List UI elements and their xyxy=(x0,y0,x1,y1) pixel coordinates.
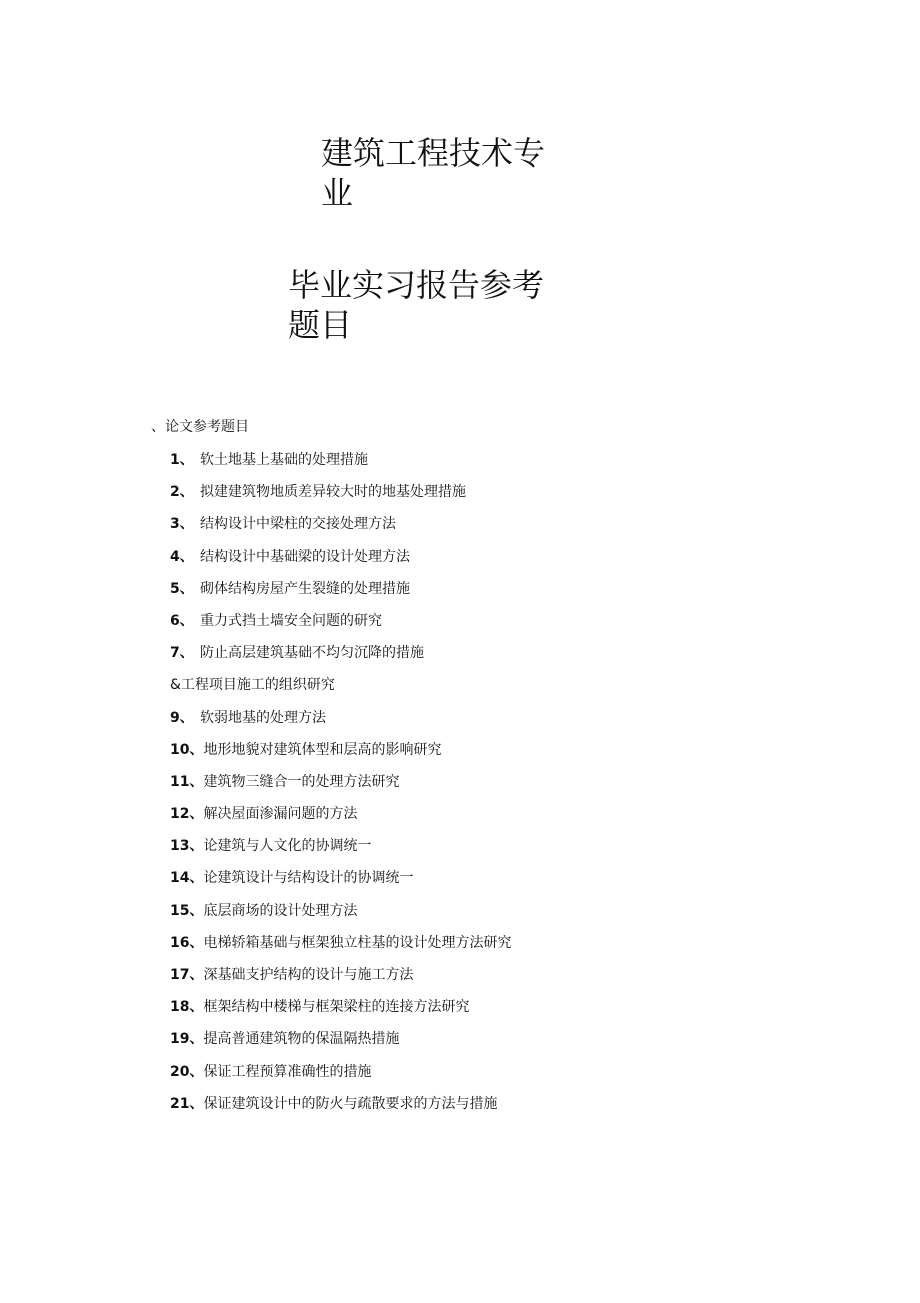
topic-number: 6、 xyxy=(170,612,194,629)
topic-text: 防止高层建筑基础不均匀沉降的措施 xyxy=(200,645,424,662)
major-title-line-2: 业 xyxy=(321,174,354,212)
list-item xyxy=(170,931,511,963)
topic-text: &工程项目施工的组织研究 xyxy=(170,677,335,694)
major-title xyxy=(321,133,545,213)
topic-number: 14、 xyxy=(170,870,204,887)
topic-number: 18、 xyxy=(170,999,204,1016)
list-item xyxy=(170,802,511,834)
topic-text: 地形地貌对建筑体型和层高的影响研究 xyxy=(203,741,442,758)
major-title-line-1: 建筑工程技术专 xyxy=(321,134,546,172)
topic-text: 保证建筑设计中的防火与疏散要求的方法与措施 xyxy=(203,1095,498,1112)
topic-number: 16、 xyxy=(170,934,204,951)
topic-text: 论建筑设计与结构设计的协调统一 xyxy=(203,870,414,887)
list-item xyxy=(170,770,511,802)
topic-number: 21、 xyxy=(170,1095,204,1112)
topic-text: 砌体结构房屋产生裂缝的处理措施 xyxy=(200,580,410,597)
section-heading: 、论文参考题目 xyxy=(151,419,249,435)
topic-text: 拟建建筑物地质差异较大时的地基处理措施 xyxy=(200,484,466,501)
topic-number: 3、 xyxy=(170,516,194,533)
topic-text: 保证工程预算准确性的措施 xyxy=(203,1063,372,1080)
list-item xyxy=(170,577,511,609)
list-item xyxy=(170,641,511,673)
list-item xyxy=(170,963,511,995)
list-item xyxy=(170,512,511,544)
topic-number: 4、 xyxy=(170,548,194,565)
topic-number: 5、 xyxy=(170,580,194,597)
list-item xyxy=(170,673,511,705)
topic-text: 解决屋面渗漏问题的方法 xyxy=(203,806,358,823)
topic-text: 建筑物三缝合一的处理方法研究 xyxy=(203,773,400,790)
topic-text: 提高普通建筑物的保温隔热措施 xyxy=(203,1031,400,1048)
list-item xyxy=(170,706,511,738)
topic-text: 软土地基上基础的处理措施 xyxy=(200,452,368,468)
list-item xyxy=(170,609,511,641)
list-item xyxy=(170,866,511,898)
topic-number: 11、 xyxy=(170,773,204,790)
topic-number: 12、 xyxy=(170,806,204,823)
topic-text: 论建筑与人文化的协调统一 xyxy=(203,838,372,855)
list-item xyxy=(170,995,511,1027)
topic-number: 10、 xyxy=(170,741,204,758)
list-item xyxy=(170,545,511,577)
topic-number: 2、 xyxy=(170,484,194,501)
list-item xyxy=(170,480,511,512)
topic-text: 软弱地基的处理方法 xyxy=(200,709,326,726)
list-item xyxy=(170,738,511,770)
topic-number: 9、 xyxy=(170,709,194,726)
list-item xyxy=(170,899,511,931)
report-title-line-1: 毕业实习报告参考 xyxy=(288,266,545,304)
list-item xyxy=(170,1060,511,1092)
topic-text: 框架结构中楼梯与框架梁柱的连接方法研究 xyxy=(203,999,470,1016)
topic-text: 重力式挡土墙安全问题的研究 xyxy=(200,612,382,629)
topic-list xyxy=(170,448,511,1124)
topic-number: 15、 xyxy=(170,902,204,919)
topic-number: 17、 xyxy=(170,967,204,983)
topic-text: 深基础支护结构的设计与施工方法 xyxy=(203,967,414,983)
topic-text: 电梯轿箱基础与框架独立柱基的设计处理方法研究 xyxy=(203,934,512,951)
list-item xyxy=(170,1092,511,1124)
topic-text: 底层商场的设计处理方法 xyxy=(203,902,358,919)
topic-number: 20、 xyxy=(170,1063,204,1080)
report-title xyxy=(288,265,544,345)
list-item xyxy=(170,1027,511,1059)
topic-number: 1、 xyxy=(170,452,194,468)
topic-text: 结构设计中梁柱的交接处理方法 xyxy=(200,516,396,533)
topic-number: 19、 xyxy=(170,1031,204,1048)
topic-number: 13、 xyxy=(170,838,204,855)
topic-text: 结构设计中基础梁的设计处理方法 xyxy=(200,548,410,565)
topic-number: 7、 xyxy=(170,645,194,662)
report-title-line-2: 题目 xyxy=(288,306,353,344)
list-item xyxy=(170,448,511,480)
list-item xyxy=(170,834,511,866)
